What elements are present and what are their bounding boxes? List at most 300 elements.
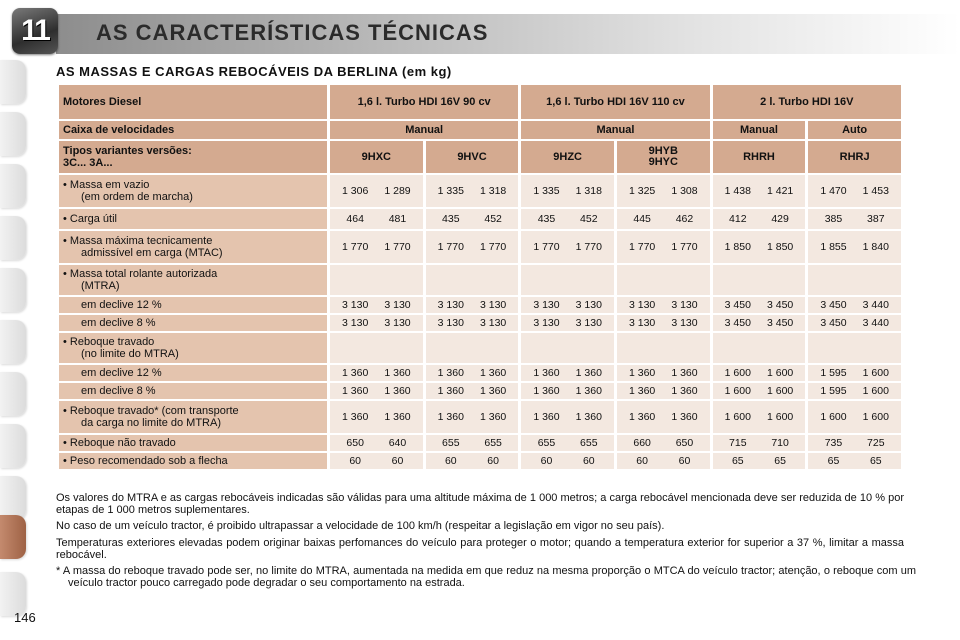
value: 481: [388, 213, 407, 225]
value: 650: [675, 437, 694, 449]
value-pair: [334, 455, 419, 467]
value: 435: [442, 213, 460, 225]
value: 1 438: [724, 185, 751, 197]
value-cell: [426, 383, 519, 399]
value: 3 130: [342, 317, 369, 329]
value-pair: [812, 185, 897, 197]
value-cell: [713, 175, 806, 207]
value-pair: [430, 299, 515, 311]
value-cell: [426, 297, 519, 313]
value: 1 600: [766, 367, 794, 379]
value-cell: [713, 231, 806, 263]
value: 1 855: [820, 241, 847, 253]
variant-9hyc: 9HYC: [648, 156, 678, 168]
value: 3 440: [862, 299, 889, 311]
value: 1 850: [724, 241, 751, 253]
value-pair: [717, 411, 802, 423]
value: 1 360: [671, 411, 698, 423]
value: 60: [349, 455, 361, 467]
variants-label-line2: 3C... 3A...: [63, 157, 113, 169]
value: 385: [824, 213, 843, 225]
row-label-line2: (em ordem de marcha): [81, 191, 193, 203]
value: 1 335: [533, 185, 560, 197]
motor-90cv: 1,6 l. Turbo HDI 16V 90 cv: [330, 85, 518, 119]
value: 1 360: [384, 411, 411, 423]
row-label: [59, 231, 327, 263]
value-cell: [521, 453, 614, 469]
value: 60: [636, 455, 648, 467]
value: 65: [827, 455, 840, 467]
value-pair: [621, 411, 706, 423]
value: 387: [867, 213, 885, 225]
value-pair: [525, 411, 610, 423]
value: 445: [633, 213, 651, 225]
value: 65: [869, 455, 882, 467]
value-pair: [717, 455, 802, 467]
value-pair: [334, 367, 419, 379]
value-pair: [717, 185, 802, 197]
value-cell: [521, 315, 614, 331]
value: 429: [771, 213, 789, 225]
row-label-line2: (no limite do MTRA): [81, 348, 179, 360]
value: 1 360: [533, 367, 560, 379]
paragraph-temperature: Temperaturas exteriores elevadas podem originar baixas perfomances do veículo para proteger o motor; quando a temperatura exterior for superior a 37 %, limitar a massa rebocável.: [56, 537, 904, 561]
value: 3 130: [384, 317, 411, 329]
value-cell: [330, 435, 423, 451]
row-label-line1: • Reboque não travado: [63, 437, 176, 449]
value-pair: [717, 385, 802, 397]
value-cell: [713, 453, 806, 469]
value-cell: [617, 297, 710, 313]
value-cell: [521, 265, 614, 295]
value-cell: [521, 209, 614, 229]
value: 3 130: [575, 299, 602, 311]
value-cell: [713, 265, 806, 295]
value: 1 360: [342, 385, 369, 397]
value: 1 306: [342, 185, 369, 197]
value: 1 360: [575, 411, 602, 423]
value: 3 130: [533, 299, 560, 311]
row-label-line2: da carga no limite do MTRA): [81, 417, 221, 429]
row-label-line2: (MTRA): [81, 280, 120, 292]
value: 60: [540, 455, 553, 467]
value-cell: [617, 231, 710, 263]
value-pair: [430, 213, 515, 225]
value: 3 450: [820, 317, 847, 329]
value: 435: [537, 213, 556, 225]
table-row: [59, 315, 901, 331]
value-cell: [521, 401, 614, 433]
value: 655: [442, 437, 460, 449]
motor-row: [59, 85, 901, 119]
value: 1 360: [628, 411, 656, 423]
masses-table: [56, 83, 904, 471]
table-row: [59, 401, 901, 433]
value-cell: [713, 333, 806, 363]
value: 655: [484, 437, 502, 449]
value-cell: [330, 265, 423, 295]
value: 1 595: [820, 367, 847, 379]
row-label-line1: • Peso recomendado sob a flecha: [63, 455, 228, 467]
variants-row: [59, 141, 901, 173]
gearbox-1: Manual: [330, 121, 518, 139]
value-cell: [426, 333, 519, 363]
table-row: [59, 365, 901, 381]
value: 1 308: [671, 185, 698, 197]
value: 1 360: [384, 385, 411, 397]
side-tab-8[interactable]: [0, 424, 26, 468]
value: 3 450: [820, 299, 847, 311]
paragraph-mtra: Os valores do MTRA e as cargas rebocáveis indicadas são válidas para uma altitude máxima de 1 000 metros; a carga rebocável mencionada deve ser reduzida de 10 % por etapas de 1 000 metros suplementares.: [56, 492, 904, 516]
value: 3 130: [437, 317, 464, 329]
value-cell: [808, 435, 901, 451]
value-pair: [334, 213, 419, 225]
variant-9hzc: 9HZC: [521, 141, 614, 173]
value-cell: [713, 365, 806, 381]
value: 1 360: [533, 411, 560, 423]
value: 1 289: [384, 185, 411, 197]
table-row: [59, 231, 901, 263]
value: 1 600: [862, 367, 889, 379]
value: 3 130: [575, 317, 602, 329]
value: 3 450: [766, 299, 794, 311]
value: 1 360: [628, 385, 656, 397]
row-label: [59, 175, 327, 207]
value-cell: [617, 265, 710, 295]
gearbox-label: Caixa de velocidades: [59, 121, 327, 139]
value-cell: [426, 435, 519, 451]
value-pair: [717, 367, 802, 379]
value: 60: [582, 455, 595, 467]
value: 1 360: [575, 367, 602, 379]
value-cell: [330, 209, 423, 229]
value-pair: [621, 385, 706, 397]
value: 1 360: [671, 385, 698, 397]
value: 3 130: [437, 299, 464, 311]
value-pair: [430, 185, 515, 197]
value: 655: [580, 437, 598, 449]
value: 3 450: [766, 317, 794, 329]
value-pair: [525, 213, 610, 225]
value: 1 360: [480, 411, 507, 423]
value: 65: [731, 455, 744, 467]
value: 60: [391, 455, 404, 467]
value: 3 130: [628, 299, 656, 311]
paragraph-footnote: * A massa do reboque travado pode ser, no limite do MTRA, aumentada na medida em que reduz na mesma proporção o MTCA do veículo tractor; atenção, o reboque com um veículo tractor pouco carregado pode degradar o seu comportamento na estrada.: [56, 565, 916, 589]
value-pair: [812, 437, 897, 449]
value: 1 770: [480, 241, 507, 253]
value-pair: [621, 367, 706, 379]
variant-9hyb-9hyc: [617, 141, 710, 173]
value-pair: [525, 385, 610, 397]
value-cell: [521, 231, 614, 263]
table-row: [59, 209, 901, 229]
value-pair: [430, 411, 515, 423]
value-cell: [521, 333, 614, 363]
value: 462: [675, 213, 694, 225]
table-row: [59, 333, 901, 363]
value-pair: [430, 367, 515, 379]
value-cell: [808, 297, 901, 313]
side-tab-1[interactable]: [0, 60, 26, 104]
value: 1 600: [766, 411, 794, 423]
table-row: [59, 265, 901, 295]
value-cell: [617, 209, 710, 229]
value-cell: [330, 175, 423, 207]
table-row: [59, 453, 901, 469]
value-cell: [713, 315, 806, 331]
value-pair: [812, 411, 897, 423]
value: 3 130: [628, 317, 656, 329]
value: 655: [537, 437, 556, 449]
value-pair: [812, 213, 897, 225]
value-pair: [525, 437, 610, 449]
side-tab-11-active[interactable]: [0, 515, 26, 559]
value-pair: [621, 299, 706, 311]
value: 1 850: [766, 241, 794, 253]
variant-9hvc: 9HVC: [426, 141, 519, 173]
value-pair: [334, 437, 419, 449]
row-label-line1: • Reboque travado: [63, 336, 155, 348]
value-cell: [713, 383, 806, 399]
value: 1 770: [575, 241, 602, 253]
value: 60: [678, 455, 691, 467]
value-cell: [808, 265, 901, 295]
value: 1 360: [342, 411, 369, 423]
gearbox-4: Auto: [808, 121, 901, 139]
side-tab-7[interactable]: [0, 372, 26, 416]
value-cell: [521, 175, 614, 207]
gearbox-3: Manual: [713, 121, 806, 139]
value: 1 360: [384, 367, 411, 379]
chapter-number-badge: [12, 8, 58, 54]
value: 1 453: [862, 185, 889, 197]
section-title: AS MASSAS E CARGAS REBOCÁVEIS DA BERLINA (em kg): [56, 64, 452, 79]
value: 1 360: [437, 367, 464, 379]
value-pair: [717, 437, 802, 449]
row-label-line1: em declive 12 %: [81, 299, 162, 311]
row-label-line1: • Carga útil: [63, 213, 117, 225]
value-cell: [808, 209, 901, 229]
value-pair: [430, 241, 515, 253]
value-pair: [812, 455, 897, 467]
value-pair: [621, 213, 706, 225]
value-cell: [713, 209, 806, 229]
row-label-line1: em declive 8 %: [81, 317, 156, 329]
value: 1 360: [533, 385, 560, 397]
value-pair: [812, 317, 897, 329]
value: 3 130: [342, 299, 369, 311]
value-pair: [717, 213, 802, 225]
value-cell: [426, 265, 519, 295]
row-label: [59, 315, 327, 331]
value: 710: [771, 437, 789, 449]
value: 1 360: [628, 367, 656, 379]
value-cell: [426, 231, 519, 263]
paragraph-speed: No caso de um veículo tractor, é proibido ultrapassar a velocidade de 100 km/h (respeitar a legislação em vigor no seu país).: [56, 520, 665, 532]
value: 1 360: [437, 411, 464, 423]
value-pair: [334, 411, 419, 423]
variant-9hxc: 9HXC: [330, 141, 423, 173]
row-label: [59, 209, 327, 229]
value-cell: [330, 401, 423, 433]
value-cell: [713, 401, 806, 433]
side-tab-9[interactable]: [0, 476, 26, 520]
value: 1 600: [724, 411, 751, 423]
value-cell: [617, 401, 710, 433]
value-cell: [330, 231, 423, 263]
value: 1 600: [820, 411, 847, 423]
value: 1 318: [480, 185, 507, 197]
value-pair: [334, 385, 419, 397]
value: 60: [487, 455, 499, 467]
value-pair: [525, 299, 610, 311]
value-cell: [808, 401, 901, 433]
value: 1 335: [437, 185, 464, 197]
value-cell: [521, 435, 614, 451]
value: 3 450: [724, 317, 751, 329]
value: 3 130: [480, 317, 507, 329]
value: 1 770: [437, 241, 464, 253]
value: 1 770: [671, 241, 698, 253]
row-label-line1: em declive 12 %: [81, 367, 162, 379]
value-pair: [430, 437, 515, 449]
value: 1 360: [437, 385, 464, 397]
value-pair: [334, 299, 419, 311]
value-cell: [617, 333, 710, 363]
value-cell: [808, 315, 901, 331]
value-pair: [812, 241, 897, 253]
value-cell: [426, 175, 519, 207]
value-cell: [808, 453, 901, 469]
value-cell: [713, 297, 806, 313]
row-label-line1: • Massa máxima tecnicamente: [63, 235, 213, 247]
value: 1 325: [628, 185, 656, 197]
motor-110cv: 1,6 l. Turbo HDI 16V 110 cv: [521, 85, 709, 119]
value-cell: [808, 175, 901, 207]
row-label: [59, 297, 327, 313]
value-cell: [713, 435, 806, 451]
value-pair: [621, 185, 706, 197]
value: 1 360: [671, 367, 698, 379]
side-tab-5[interactable]: [0, 268, 26, 312]
value: 3 130: [671, 317, 698, 329]
side-tab-6[interactable]: [0, 320, 26, 364]
value: 1 600: [862, 411, 889, 423]
variant-rhrj: RHRJ: [808, 141, 901, 173]
value: 1 770: [342, 241, 369, 253]
value: 735: [824, 437, 843, 449]
value-cell: [617, 365, 710, 381]
side-tab-4[interactable]: [0, 216, 26, 260]
value: 1 360: [342, 367, 369, 379]
value: 1 595: [820, 385, 847, 397]
chapter-number: 11: [21, 14, 49, 47]
value-cell: [617, 435, 710, 451]
motor-label: Motores Diesel: [59, 85, 327, 119]
value: 715: [729, 437, 747, 449]
row-label-line1: em declive 8 %: [81, 385, 156, 397]
value-pair: [621, 241, 706, 253]
value-pair: [430, 455, 515, 467]
table-row: [59, 435, 901, 451]
page-number: 146: [14, 610, 36, 625]
value-cell: [426, 401, 519, 433]
value: 1 600: [766, 385, 794, 397]
side-tab-3[interactable]: [0, 164, 26, 208]
value-pair: [525, 241, 610, 253]
value: 1 360: [575, 385, 602, 397]
value-pair: [430, 317, 515, 329]
value-cell: [330, 365, 423, 381]
variants-label: [59, 141, 327, 173]
row-label: [59, 401, 327, 433]
value: 1 840: [862, 241, 889, 253]
value-cell: [521, 383, 614, 399]
value: 1 421: [766, 185, 794, 197]
side-tab-2[interactable]: [0, 112, 26, 156]
row-label: [59, 333, 327, 363]
value-pair: [334, 317, 419, 329]
row-label-line1: • Massa em vazio: [63, 179, 150, 191]
motor-2l: 2 l. Turbo HDI 16V: [713, 85, 901, 119]
row-label: [59, 453, 327, 469]
value-pair: [525, 455, 610, 467]
row-label: [59, 435, 327, 451]
gearbox-2: Manual: [521, 121, 709, 139]
value: 1 470: [820, 185, 847, 197]
value-pair: [525, 317, 610, 329]
value-cell: [330, 315, 423, 331]
value-cell: [808, 231, 901, 263]
chapter-title: AS CARACTERÍSTICAS TÉCNICAS: [96, 20, 489, 45]
table-row: [59, 383, 901, 399]
value-pair: [621, 437, 706, 449]
value: 1 770: [533, 241, 560, 253]
value: 65: [774, 455, 786, 467]
value: 1 600: [724, 385, 751, 397]
value: 3 440: [862, 317, 889, 329]
row-label: [59, 365, 327, 381]
value: 1 600: [724, 367, 751, 379]
value: 464: [346, 213, 364, 225]
value-pair: [334, 185, 419, 197]
value-cell: [808, 365, 901, 381]
value-pair: [525, 185, 610, 197]
value: 452: [580, 213, 598, 225]
chapter-banner: [56, 14, 960, 54]
table-row: [59, 297, 901, 313]
value: 650: [346, 437, 364, 449]
value-cell: [330, 333, 423, 363]
value: 1 770: [384, 241, 411, 253]
value-cell: [330, 297, 423, 313]
value-cell: [617, 383, 710, 399]
value-cell: [521, 365, 614, 381]
value: 1 360: [480, 367, 507, 379]
value-pair: [812, 299, 897, 311]
row-label-line1: • Reboque travado* (com transporte: [63, 405, 239, 417]
value-pair: [621, 317, 706, 329]
value: 1 770: [628, 241, 656, 253]
value-pair: [621, 455, 706, 467]
value-cell: [426, 365, 519, 381]
row-label-line2: admissível em carga (MTAC): [81, 247, 223, 259]
value-cell: [330, 453, 423, 469]
value: 3 130: [671, 299, 698, 311]
table-row: [59, 175, 901, 207]
value: 3 130: [384, 299, 411, 311]
